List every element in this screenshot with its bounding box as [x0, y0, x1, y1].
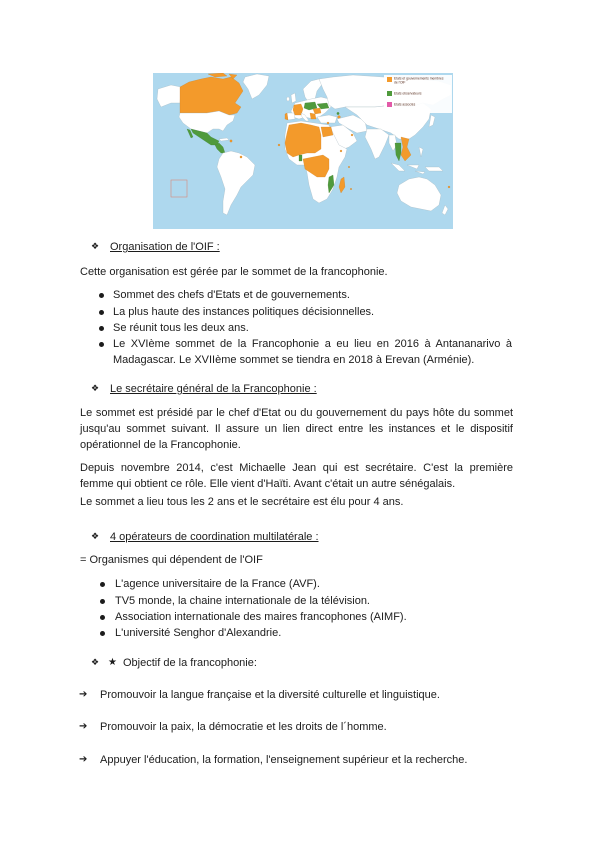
legend-label-member: Etats et gouvernements membres: [394, 76, 444, 81]
cape-verde-member-shape: [278, 144, 280, 146]
ghana-observer-shape: [299, 155, 302, 161]
legend-swatch-associate: [387, 102, 392, 107]
uk-shape: [291, 93, 296, 103]
diamond-bullet-icon: [91, 529, 99, 545]
list-item-text: Sommet des chefs d'Etats et de gouvernements.: [113, 289, 350, 301]
map-graphic: [153, 73, 453, 229]
haiti-member-shape: [230, 140, 232, 142]
legend-label-observer: Etats observateurs: [394, 91, 422, 96]
paragraph-line: Le sommet a lieu tous les 2 ans et le secrétaire est élu pour 4 ans.: [80, 496, 404, 508]
star-icon: [108, 655, 117, 671]
djibouti-member-shape: [340, 150, 342, 152]
map-legend: [384, 75, 452, 113]
french-guiana-member-shape: [240, 156, 242, 158]
list-item-text-continued: Madagascar. Le XVIIème sommet se tiendra en 2018 à Erevan (Arménie).: [113, 354, 475, 366]
north-west-africa-member-shape: [285, 123, 321, 157]
mauritius-member-shape: [350, 188, 352, 190]
list-item-text: Association internationale des maires francophones (AIMF).: [115, 611, 407, 623]
spain-shape: [287, 113, 295, 120]
list-item-text: TV5 monde, la chaine internationale de la télévision.: [115, 595, 370, 607]
list-item-text: Promouvoir la langue française et la diversité culturelle et linguistique.: [100, 689, 440, 701]
vanuatu-member-shape: [448, 186, 450, 188]
list-item-text: L'agence universitaire de la France (AVF).: [115, 578, 320, 590]
arrow-right-icon: [79, 752, 87, 768]
legend-swatch-member: [387, 77, 392, 82]
paragraph-line: Le sommet est présidé par le chef d'Etat ou du gouvernement du pays hôte du sommet: [80, 407, 513, 419]
paragraph-line: jusqu'au sommet suivant. Il assure un lien direct entre les instances et le dispositif: [80, 423, 513, 435]
qatar-member-shape: [351, 134, 353, 136]
diamond-bullet-icon: [91, 239, 99, 255]
balkans-member-shape: [310, 113, 316, 119]
list-item-text: Le XVIème sommet de la Francophonie a eu lieu en 2016 à Antananarivo à: [113, 338, 512, 350]
ireland-shape: [287, 97, 290, 101]
bullet-icon: [99, 293, 104, 298]
list-item-text: L'université Senghor d'Alexandrie.: [115, 627, 282, 639]
section-heading: Organisation de l'OIF :: [110, 241, 220, 253]
list-item-text: Se réunit tous les deux ans.: [113, 322, 249, 334]
bullet-icon: [100, 631, 105, 636]
lebanon-member-shape: [327, 122, 329, 124]
list-item-text: La plus haute des instances politiques décisionnelles.: [113, 306, 375, 318]
legend-swatch-observer: [387, 91, 392, 96]
francophonie-world-map: [153, 73, 453, 229]
bullet-icon: [99, 326, 104, 331]
list-item-text: Promouvoir la paix, la démocratie et les droits de l´homme.: [100, 721, 387, 733]
armenia-member-shape: [338, 116, 341, 119]
paragraph-line: femme qui obtient ce rôle. Elle vient d'Haïti. Avant c'était un autre sénégalais.: [80, 478, 456, 490]
diamond-bullet-icon: [91, 381, 99, 397]
section-heading: 4 opérateurs de coordination multilatérale :: [110, 531, 319, 543]
bullet-icon: [100, 582, 105, 587]
legend-label-member-line2: de l'OIF: [394, 80, 406, 85]
bullet-icon: [100, 615, 105, 620]
paragraph-line: opérationnel de la Francophonie.: [80, 439, 241, 451]
seychelles-member-shape: [348, 166, 350, 168]
arrow-right-icon: [79, 719, 87, 735]
section-intro: = Organismes qui dépendent de l'OIF: [80, 554, 263, 566]
bullet-icon: [99, 342, 104, 347]
legend-label-associate: Etats associés: [394, 102, 416, 107]
list-item-text: Appuyer l'éducation, la formation, l'enseignement supérieur et la recherche.: [100, 754, 468, 766]
section-heading: Objectif de la francophonie:: [123, 657, 257, 669]
bullet-icon: [99, 310, 104, 315]
paragraph-line: Depuis novembre 2014, c'est Michaelle Jean qui est secrétaire. C'est la première: [80, 462, 513, 474]
section-intro: Cette organisation est gérée par le sommet de la francophonie.: [80, 266, 388, 278]
bullet-icon: [100, 599, 105, 604]
diamond-bullet-icon: [91, 655, 99, 671]
canada-member-shape: [180, 77, 243, 115]
arrow-right-icon: [79, 687, 87, 703]
georgia-observer-shape: [337, 112, 339, 114]
section-heading: Le secrétaire général de la Francophonie :: [110, 383, 317, 395]
